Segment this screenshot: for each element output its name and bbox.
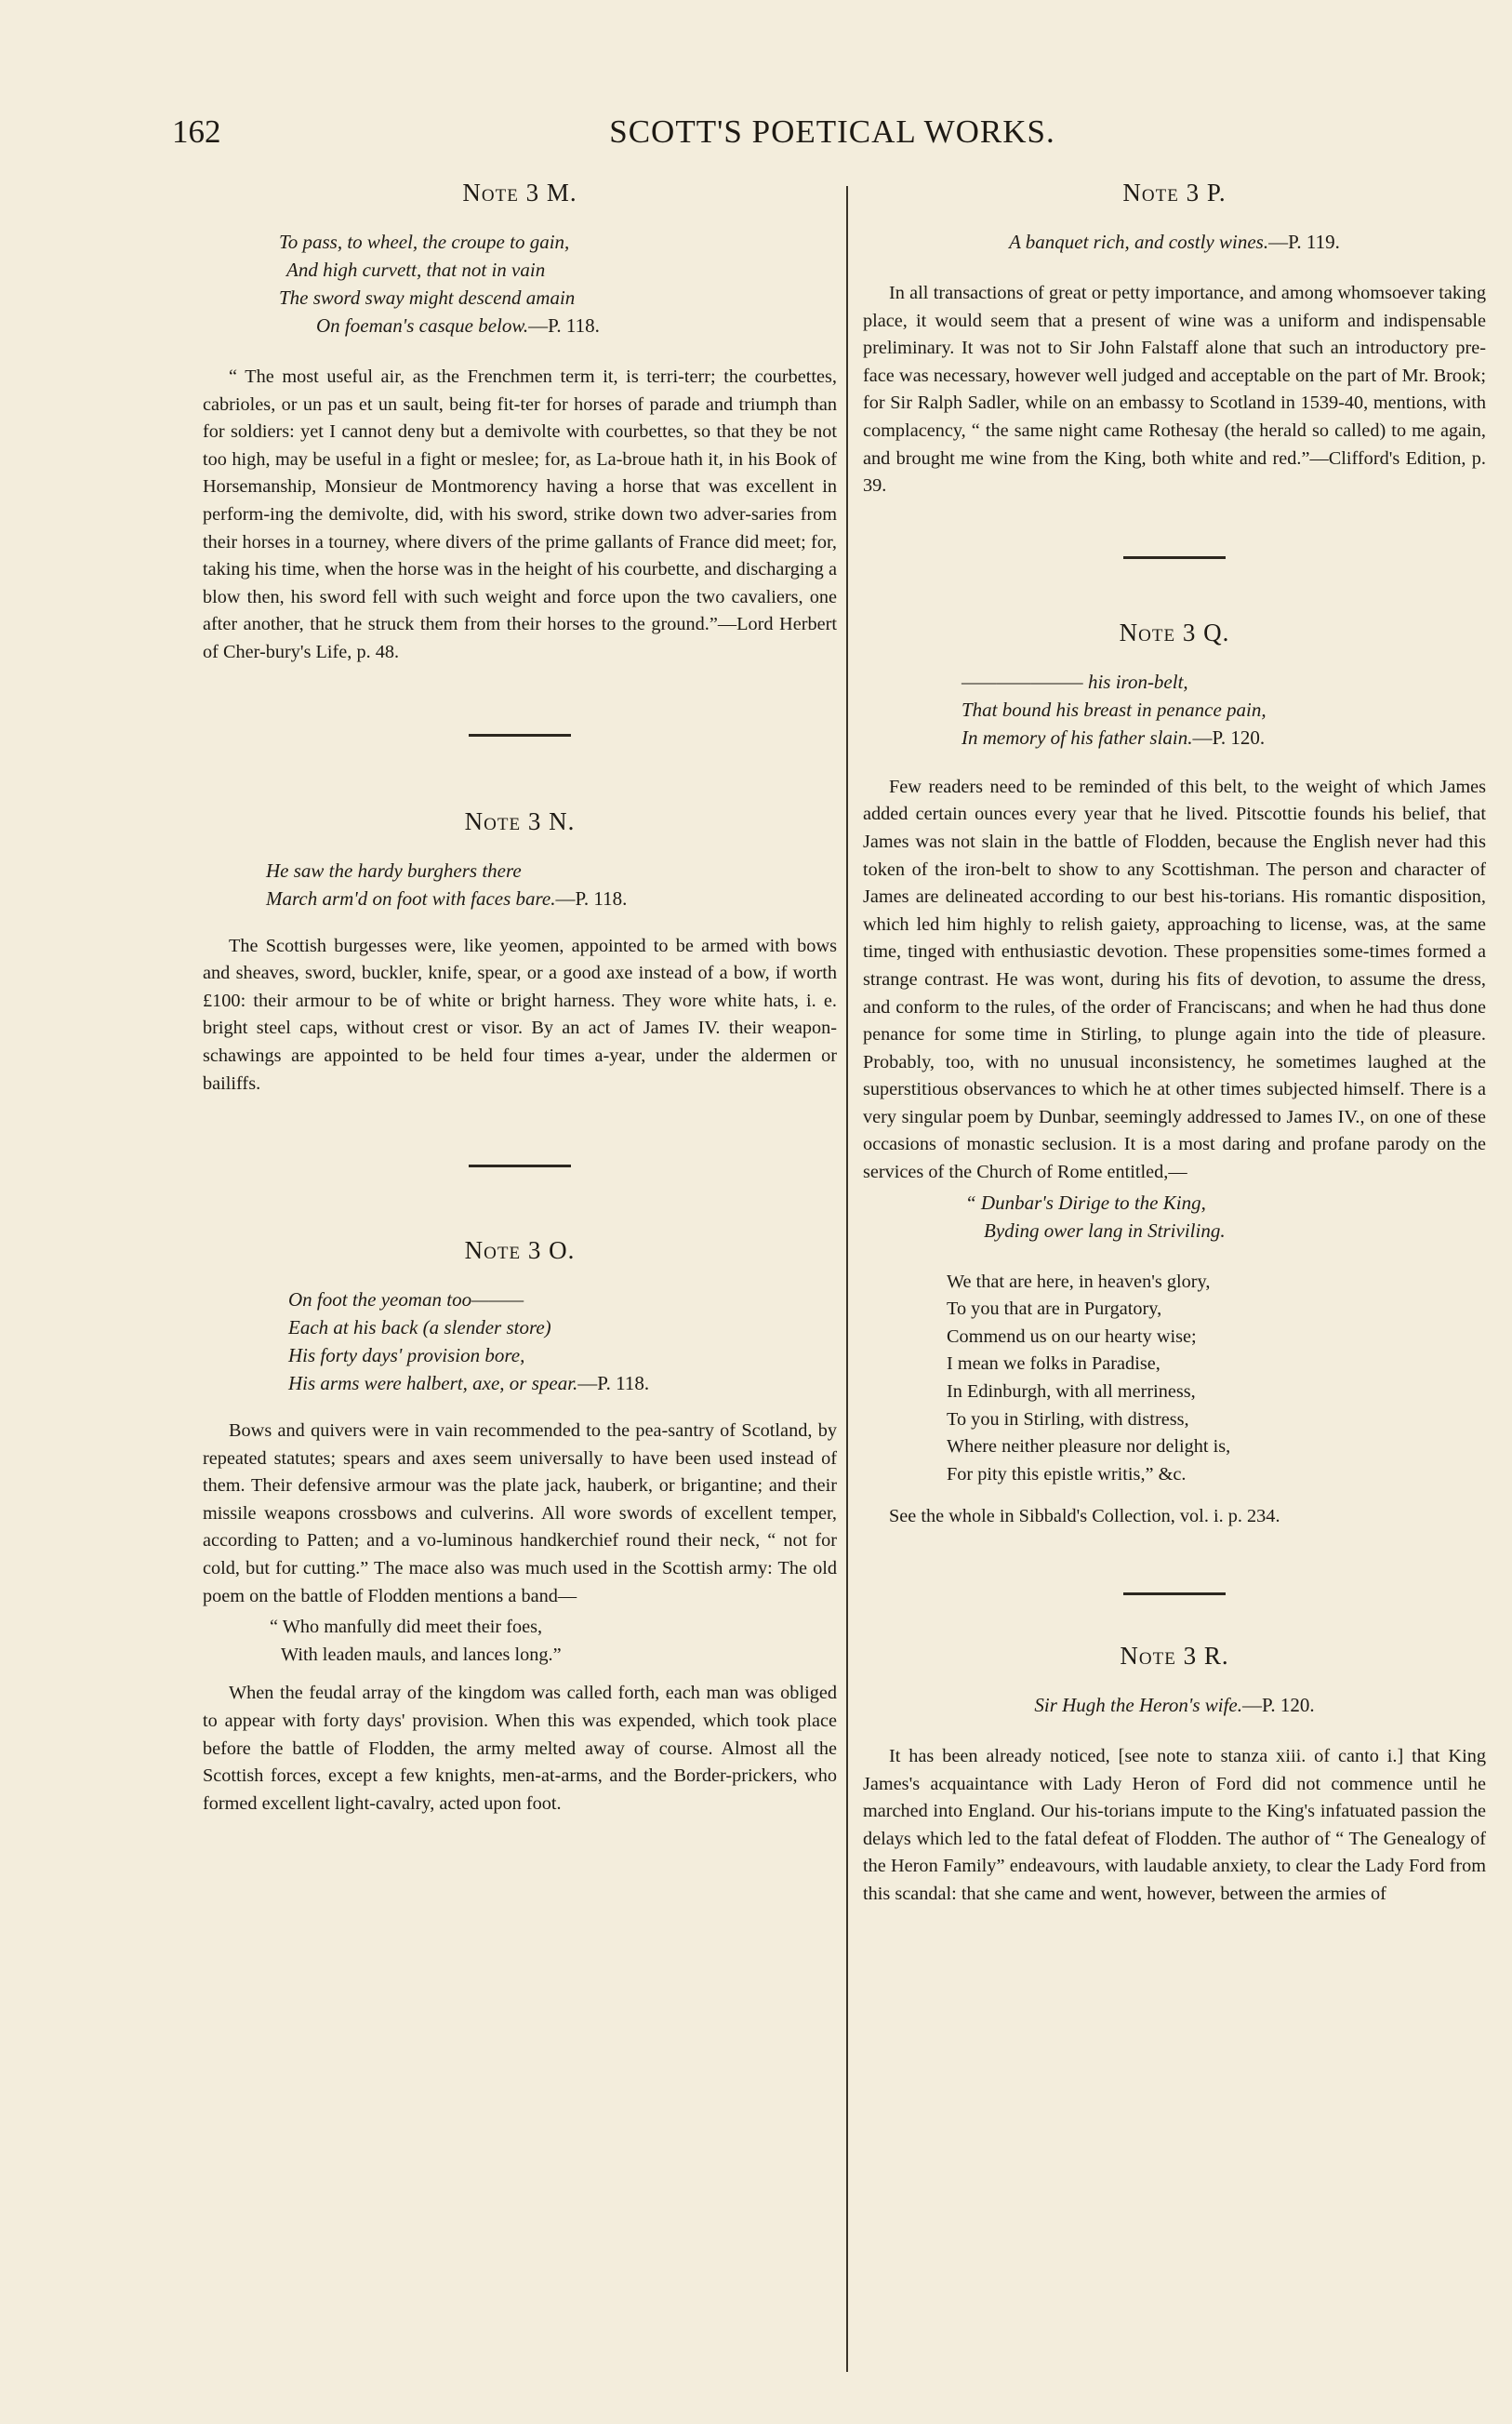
page-number: 162 bbox=[172, 113, 221, 150]
separator-rule bbox=[1123, 556, 1226, 559]
verse-reference: —P. 119. bbox=[1268, 231, 1340, 253]
left-column bbox=[203, 167, 837, 1818]
note-text: The Scottish burgesses were, like yeomen, appointed to be armed with bows and sheaves, sword, buckler, knife, spear, or a good axe instead of a bow, if worth £100: their armour to be of white or bright harness. They wore white hats, i. e. bright steel caps, without crest or visor. By an act of James IV. their weapon-schawings are appointed to be held four times a-year, under the aldermen or bailiffs. bbox=[203, 935, 837, 1094]
note-title: Note 3 Q. bbox=[1119, 618, 1230, 646]
verse-line: On foeman's casque below. bbox=[316, 314, 529, 337]
quote-line: Where neither pleasure nor delight is, bbox=[947, 1436, 1231, 1458]
verse-line: Sir Hugh the Heron's wife. bbox=[1034, 1694, 1242, 1716]
note-3n bbox=[203, 807, 837, 1099]
note-title: Note 3 R. bbox=[1120, 1642, 1229, 1670]
quote-line: With leaden mauls, and lances long.” bbox=[281, 1644, 562, 1665]
verse-quotation bbox=[863, 1691, 1486, 1719]
verse-line: In memory of his father slain. bbox=[962, 726, 1193, 749]
verse-line: March arm'd on foot with faces bare. bbox=[266, 886, 556, 910]
note-text: In all transactions of great or petty importance, and among whomsoever taking place, it would seem that a present of wine was a uniform and indispensable preliminary. It was not to Sir John Falstaff alone that such an introductory pre-face was necessary, however well judged and acceptable on the part of Mr. Brook; for Sir Ralph Sadler, while on an embassy to Scotland in 1539-40, mentions, with complacency, “ the same night came Rothesay (the herald so called) to me again, and brought me wine from the King, both white and red.”—Clifford's Edition, p. 39. bbox=[863, 283, 1486, 497]
note-text: “ The most useful air, as the Frenchmen term it, is terri-terr; the courbettes, cabrioles, or un pas et un sault, being fit-ter for horses of parade and triumph than for soldiers: yet I cannot deny but a demivolte with courbettes, so that they be not too high, may be useful in a fight or meslee; for, as La-broue hath it, in his Book of Horsemanship, Monsieur de Montmorency having a horse that was excellent in perform-ing the demivolte, did, with his sword, strike down two adver-saries from their horses in a tourney, where divers of the prime gallants of France did meet; for, taking his time, when the horse was in the height of his courbette, and discharging a blow then, his sword fell with such weight and force upon the two cavaliers, one after another, that he struck them from their horses to the ground.”—Lord Herbert of Cher-bury's Life, p. 48. bbox=[203, 366, 837, 662]
verse-reference: —P. 120. bbox=[1242, 1694, 1315, 1716]
verse-line: The sword sway might descend amain bbox=[279, 286, 576, 309]
verse-line: His forty days' provision bore, bbox=[288, 1344, 525, 1367]
quote-line: In Edinburgh, with all merriness, bbox=[947, 1381, 1196, 1403]
note-title: Note 3 O. bbox=[464, 1236, 576, 1265]
verse-quotation bbox=[288, 1285, 837, 1397]
right-column bbox=[863, 167, 1486, 1909]
verse-line: To pass, to wheel, the croupe to gain, bbox=[279, 231, 570, 253]
note-text: When the feudal array of the kingdom was called forth, each man was obliged to appear with forty days' provision. When this was expended, which took place before the battle of Flodden, the army melted away of course. Almost all the Scottish forces, except a few knights, men-at-arms, and the Border-prickers, who formed excellent light-cavalry, acted upon foot. bbox=[203, 1683, 837, 1814]
ballad-quotation bbox=[270, 1614, 837, 1669]
column-divider bbox=[846, 186, 848, 2372]
quote-line: “ Who manfully did meet their foes, bbox=[270, 1617, 543, 1638]
quote-line: Commend us on our hearty wise; bbox=[947, 1325, 1197, 1347]
verse-line: His arms were halbert, axe, or spear. bbox=[288, 1372, 578, 1395]
note-3o bbox=[203, 1236, 837, 1818]
poem-quotation bbox=[947, 1269, 1486, 1489]
verse-line: Each at his back (a slender store) bbox=[288, 1316, 551, 1339]
note-text: Bows and quivers were in vain recommended to the pea-santry of Scotland, by repeated statutes; spears and axes seem universally to have been used instead of them. Their defensive armour was the plate jack, hauberk, or brigantine; and their missile weapons crossbows and culverins. All wore swords of excellent temper, according to Patten; and a vo-luminous handkerchief round their neck, “ not for cold, but for cutting.” The mace also was much used in the Scottish army: The old poem on the battle of Flodden mentions a band— bbox=[203, 1420, 837, 1606]
quote-line: I mean we folks in Paradise, bbox=[947, 1353, 1161, 1375]
page-header bbox=[172, 113, 1492, 158]
separator-rule bbox=[469, 734, 571, 737]
verse-quotation bbox=[279, 228, 837, 340]
note-text: See the whole in Sibbald's Collection, vol. i. p. 234. bbox=[889, 1506, 1280, 1527]
quote-line: To you that are in Purgatory, bbox=[947, 1299, 1162, 1320]
verse-reference: —P. 118. bbox=[555, 886, 628, 910]
verse-line: That bound his breast in penance pain, bbox=[962, 698, 1267, 721]
verse-reference: —P. 118. bbox=[528, 314, 600, 337]
verse-quotation bbox=[863, 228, 1486, 256]
separator-rule bbox=[469, 1165, 571, 1167]
verse-line: He saw the hardy burghers there bbox=[266, 859, 522, 882]
poem-title bbox=[965, 1189, 1486, 1245]
quote-line: For pity this epistle writis,” &c. bbox=[947, 1463, 1187, 1485]
note-title: Note 3 M. bbox=[462, 179, 577, 206]
verse-line: And high curvett, that not in vain bbox=[286, 259, 546, 281]
poem-title-line: Byding ower lang in Striviling. bbox=[984, 1219, 1226, 1242]
verse-line: ——————— his iron-belt, bbox=[962, 670, 1188, 693]
note-text: It has been already noticed, [see note to stanza xiii. of canto i.] that King James's acquaintance with Lady Heron of Ford did not commence until he marched into England. Our his-torians impute to the King's infatuated passion the delays which led to the fatal defeat of Flodden. The author of “ The Genealogy of the Heron Family” endeavours, with laudable anxiety, to clear the Lady Ford from this scandal: that she came and went, however, between the armies of bbox=[863, 1746, 1486, 1904]
verse-line: A banquet rich, and costly wines. bbox=[1009, 231, 1269, 253]
running-title: SCOTT'S POETICAL WORKS. bbox=[609, 113, 1055, 150]
verse-quotation bbox=[962, 668, 1486, 752]
note-title: Note 3 P. bbox=[1122, 179, 1227, 206]
verse-quotation bbox=[266, 857, 837, 912]
quote-line: To you in Stirling, with distress, bbox=[947, 1408, 1189, 1430]
quote-line: We that are here, in heaven's glory, bbox=[947, 1271, 1211, 1292]
note-3r bbox=[863, 1642, 1486, 1909]
note-3p bbox=[863, 179, 1486, 500]
verse-reference: —P. 120. bbox=[1192, 726, 1266, 749]
verse-line: On foot the yeoman too——— bbox=[288, 1288, 524, 1312]
separator-rule bbox=[1123, 1592, 1226, 1595]
note-text: Few readers need to be reminded of this belt, to the weight of which James added certain ounces every year that he lived. Pitscottie founds his belief, that James was not slain in the battle of Flodden, because the English never had this token of the iron-belt to show to any Scottishman. The person and character of James are delineated according to our best his-torians. His romantic disposition, which led him highly to relish gaiety, approaching to license, was, at the same time, tinged with enthusiastic devotion. These propensities some-times formed a strange contrast. He was wont, during his fits of devotion, to assume the dress, and conform to the rules, of the order of Franciscans; and when he had thus done penance for some time in Stirling, to plunge again into the tide of pleasure. Probably, too, with no unusual inconsistency, he sometimes laughed at the superstitious observances to which he at other times subjected himself. There is a very singular poem by Dunbar, seemingly addressed to James IV., on one of these occasions of monastic seclusion. It is a most daring and profane parody on the services of the Church of Rome entitled,— bbox=[863, 776, 1486, 1183]
poem-title-line: “ Dunbar's Dirige to the King, bbox=[965, 1191, 1206, 1214]
verse-reference: —P. 118. bbox=[577, 1372, 650, 1395]
note-title: Note 3 N. bbox=[464, 806, 576, 835]
note-3m bbox=[203, 179, 837, 667]
note-3q bbox=[863, 619, 1486, 1531]
